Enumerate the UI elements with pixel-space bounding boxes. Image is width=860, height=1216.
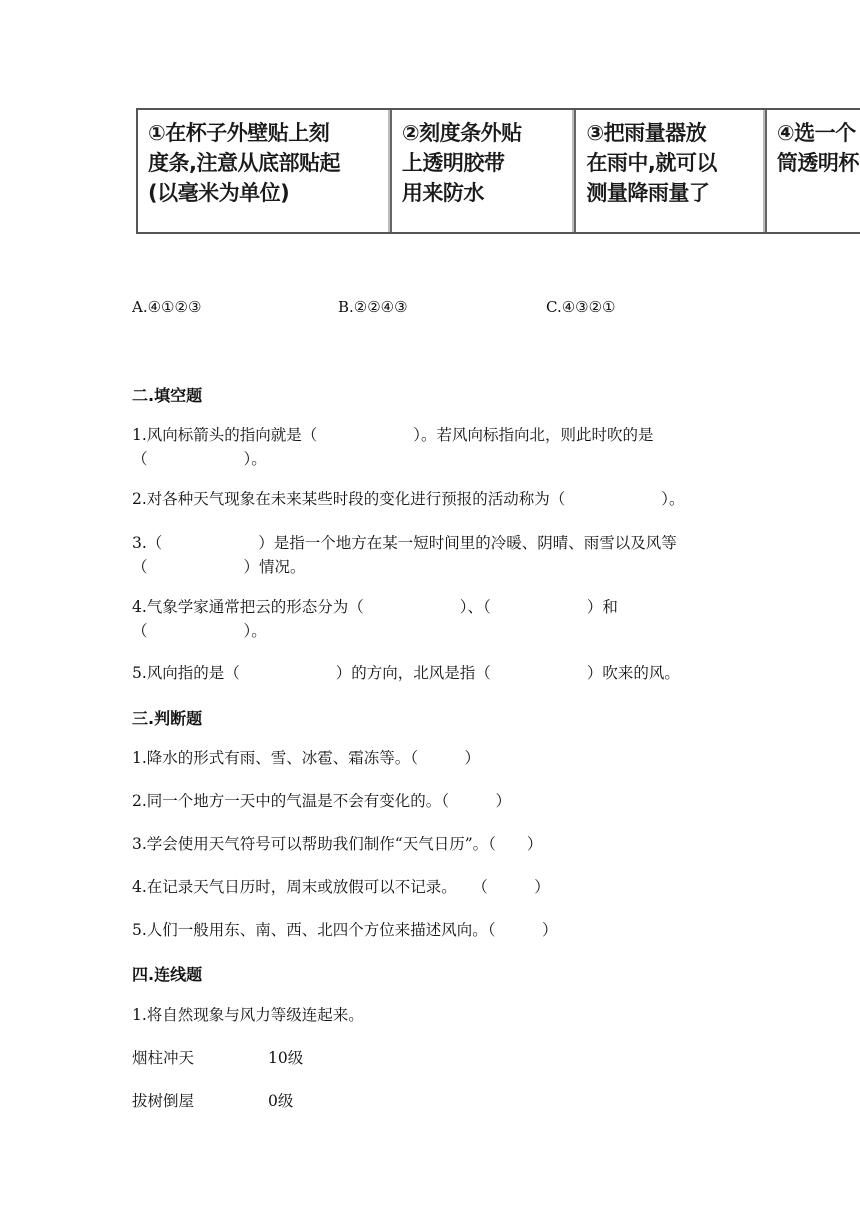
matching-question-1: 1.将自然现象与风力等级连起来。: [132, 1006, 364, 1024]
phenomenon-item: 拔树倒屋: [132, 1092, 195, 1110]
judge-question-3: 3.学会使用天气符号可以帮助我们制作“天气日历”。（ ）: [132, 835, 543, 853]
option-b: B.②②④③: [338, 298, 408, 316]
option-a: A.④①②③: [132, 298, 202, 316]
judge-question-2: 2.同一个地方一天中的气温是不会有变化的。（ ）: [132, 792, 512, 810]
rain-gauge-steps-figure: [136, 108, 860, 234]
fill-question-2: 2.对各种天气现象在未来某些时段的变化进行预报的活动称为（ ）。: [132, 490, 685, 508]
option-c: C.④③②①: [546, 298, 616, 316]
judge-question-5: 5.人们一般用东、南、西、北四个方位来描述风向。（ ）: [132, 921, 558, 939]
fill-question-1: 1.风向标箭头的指向就是（ ）。若风向标指向北，则此时吹的是 （ ）。: [132, 426, 654, 468]
wind-level-item: 0级: [268, 1092, 294, 1110]
wind-level-item: 10级: [268, 1049, 304, 1067]
fill-question-5: 5.风向指的是（ ）的方向，北风是指（ ）吹来的风。: [132, 664, 680, 682]
judge-question-1: 1.降水的形式有雨、雪、冰雹、霜冻等。（ ）: [132, 749, 481, 767]
section-matching-title: 四.连线题: [132, 965, 203, 984]
section-judge-title: 三.判断题: [132, 709, 203, 728]
fill-question-4: 4.气象学家通常把云的形态分为（ ）、（ ）和 （ ）。: [132, 598, 618, 640]
step-1: ①在杯子外壁贴上刻 度条,注意从底部贴起 (以毫米为单位): [138, 110, 392, 232]
step-4: ④选一个 筒透明杯: [776, 121, 859, 175]
step-2: ②刻度条外贴 上透明胶带 用来防水: [392, 110, 577, 232]
step-3: ③把雨量器放 在雨中,就可以 测量降雨量了: [576, 110, 766, 232]
section-fill-in-title: 二.填空题: [132, 386, 203, 405]
judge-question-4: 4.在记录天气日历时，周末或放假可以不记录。 （ ）: [132, 878, 550, 896]
phenomenon-item: 烟柱冲天: [132, 1049, 195, 1067]
fill-question-3: 3.（ ）是指一个地方在某一短时间里的冷暖、阴晴、雨雪以及风等 （ ）情况。: [132, 534, 677, 576]
